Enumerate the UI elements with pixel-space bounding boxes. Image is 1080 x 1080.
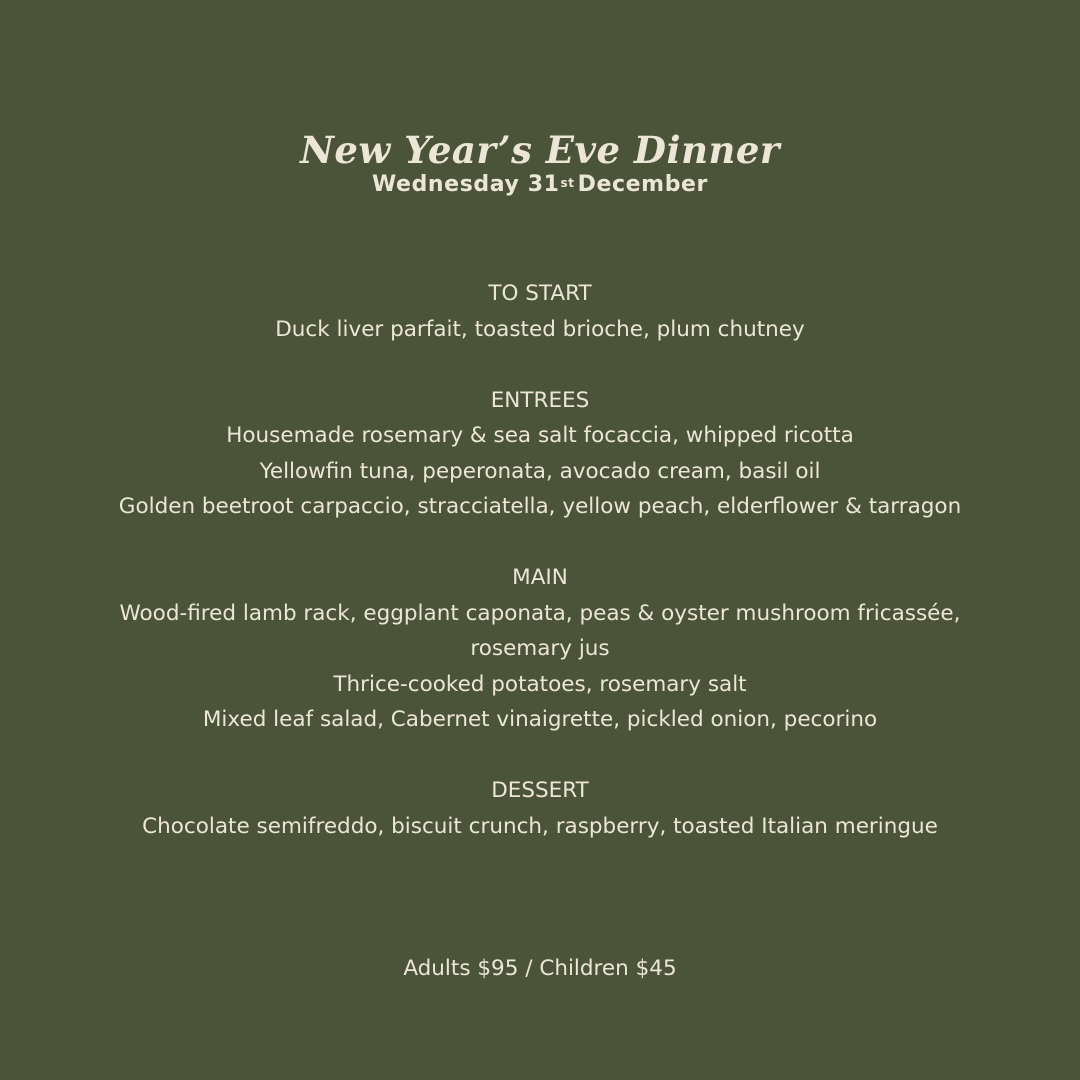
menu-section-to-start — [0, 276, 1080, 347]
event-date-ordinal: st — [560, 176, 575, 190]
menu-item: Duck liver parfait, toasted brioche, plum chutney — [275, 316, 805, 342]
menu-item: Mixed leaf salad, Cabernet vinaigrette, pickled onion, pecorino — [202, 707, 878, 732]
section-heading: DESSERT — [491, 778, 589, 803]
section-heading: ENTREES — [490, 387, 590, 413]
menu-item: Housemade rosemary & sea salt focaccia, whipped ricotta — [226, 423, 854, 448]
menu-item: Yellowfin tuna, peperonata, avocado cream, basil oil — [259, 458, 821, 484]
pricing-text: Adults $95 / Children $45 — [403, 956, 677, 981]
menu-section-main — [0, 560, 1080, 738]
menu-item: Chocolate semifreddo, biscuit crunch, raspberry, toasted Italian meringue — [142, 813, 938, 839]
event-date-suffix: December — [577, 172, 709, 197]
event-date — [0, 170, 1080, 200]
menu-item: Golden beetroot carpaccio, stracciatella, yellow peach, elderflower & tarragon — [118, 494, 962, 519]
event-date-prefix: Wednesday 31 — [371, 172, 560, 197]
menu-item: Wood-fired lamb rack, eggplant caponata, peas & oyster mushroom fricassée, — [119, 600, 961, 626]
section-heading: TO START — [488, 281, 592, 306]
menu-section-entrees — [0, 383, 1080, 525]
menu-list — [0, 276, 1080, 880]
menu-item-continuation: rosemary jus — [470, 636, 610, 661]
menu-item: Thrice-cooked potatoes, rosemary salt — [333, 671, 747, 697]
section-heading: MAIN — [512, 565, 568, 590]
menu-section-dessert — [0, 773, 1080, 844]
page-title: New Year’s Eve Dinner — [300, 128, 780, 172]
